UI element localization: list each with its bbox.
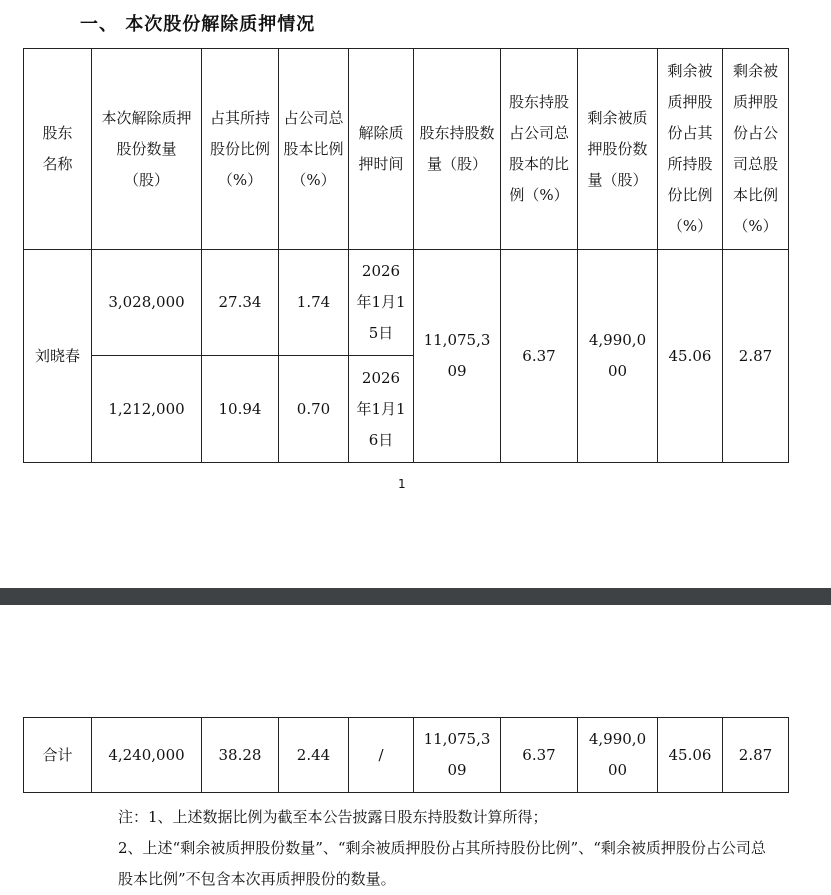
pledge-release-total-table	[23, 717, 789, 793]
column-header: 剩余被质押股份占公司总股本比例（%）	[723, 49, 789, 250]
column-header: 占其所持股份比例（%）	[202, 49, 279, 250]
total-remaining-pledged: 4,990,000	[578, 718, 658, 793]
table-header-row	[24, 49, 789, 250]
release-pct-total: 0.70	[279, 356, 349, 463]
release-quantity: 1,212,000	[92, 356, 202, 463]
release-pct-holdings: 27.34	[202, 250, 279, 356]
footnotes	[80, 802, 780, 895]
shareholder-name: 刘晓春	[24, 250, 92, 463]
total-quantity: 4,240,000	[92, 718, 202, 793]
page-divider	[0, 588, 831, 605]
remaining-pct-holdings: 45.06	[658, 250, 723, 463]
total-row	[24, 718, 789, 793]
total-remaining-pct-holdings: 45.06	[658, 718, 723, 793]
total-remaining-pct-total: 2.87	[723, 718, 789, 793]
column-header: 剩余被质押股份占其所持股份比例（%）	[658, 49, 723, 250]
release-date: 2026年1月15日	[349, 250, 414, 356]
total-label: 合计	[24, 718, 92, 793]
holding-ratio: 6.37	[501, 250, 578, 463]
release-pct-total: 1.74	[279, 250, 349, 356]
total-pct-total: 2.44	[279, 718, 349, 793]
section-heading: 一、 本次股份解除质押情况	[80, 14, 316, 35]
column-header: 本次解除质押股份数量（股）	[92, 49, 202, 250]
column-header: 股东名称	[24, 49, 92, 250]
total-pct-holdings: 38.28	[202, 718, 279, 793]
column-header: 剩余被质押股份数量（股）	[578, 49, 658, 250]
page-number: 1	[398, 477, 406, 491]
pledge-release-table	[23, 48, 789, 463]
table-row	[24, 250, 789, 356]
column-header: 股东持股数量（股）	[414, 49, 501, 250]
release-date: 2026年1月16日	[349, 356, 414, 463]
note-2: 2、上述“剩余被质押股份数量”、“剩余被质押股份占其所持股份比例”、“剩余被质押股份占公司总股本比例”不包含本次再质押股份的数量。	[118, 839, 766, 888]
remaining-pct-total: 2.87	[723, 250, 789, 463]
release-pct-holdings: 10.94	[202, 356, 279, 463]
holdings-quantity: 11,075,309	[414, 250, 501, 463]
note-1: 注：1、上述数据比例为截至本公告披露日股东持股数计算所得；	[118, 808, 548, 826]
column-header: 股东持股占公司总股本的比例（%）	[501, 49, 578, 250]
release-quantity: 3,028,000	[92, 250, 202, 356]
total-date: /	[349, 718, 414, 793]
total-holdings: 11,075,309	[414, 718, 501, 793]
remaining-pledged: 4,990,000	[578, 250, 658, 463]
total-holding-ratio: 6.37	[501, 718, 578, 793]
column-header: 占公司总股本比例（%）	[279, 49, 349, 250]
column-header: 解除质押时间	[349, 49, 414, 250]
